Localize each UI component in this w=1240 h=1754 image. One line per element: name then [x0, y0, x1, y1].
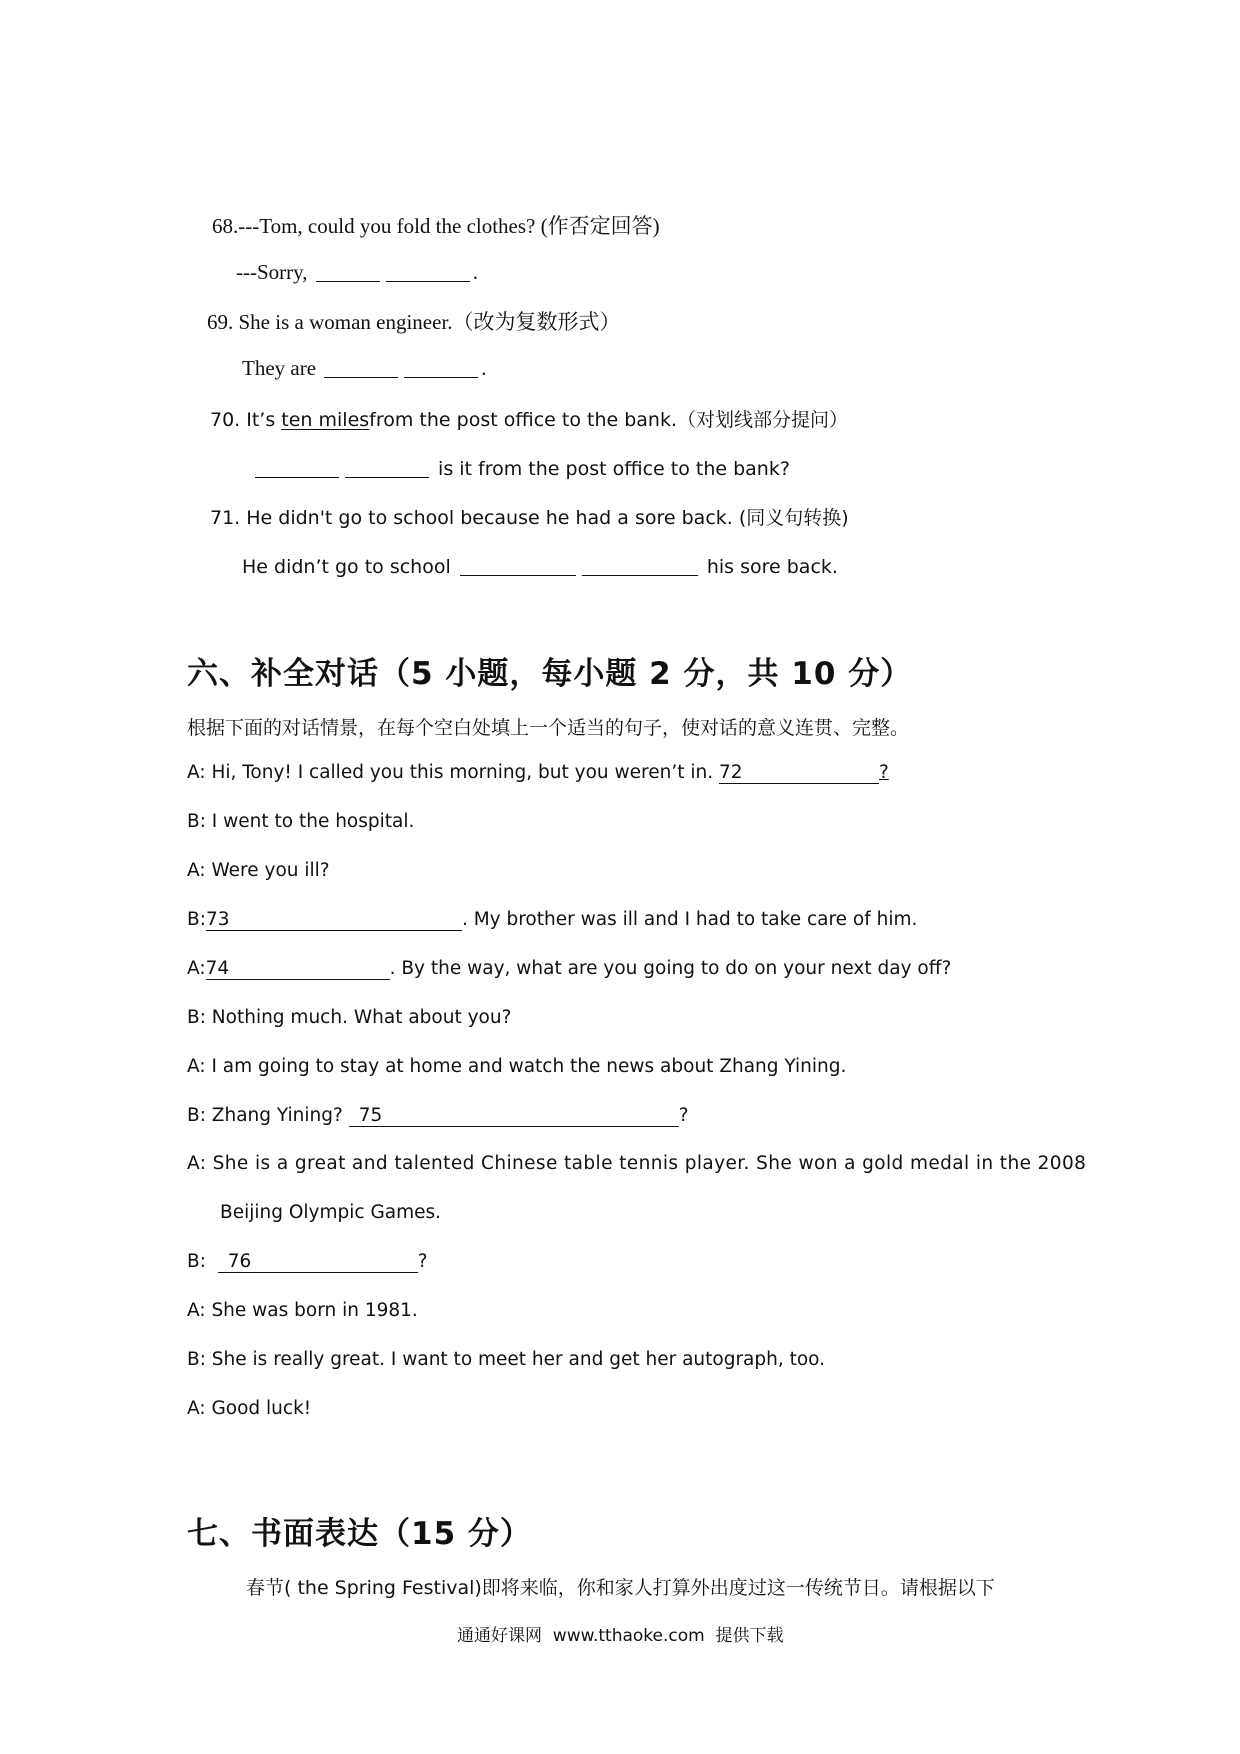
section-6-instructions: 根据下面的对话情景，在每个空白处填上一个适当的句子，使对话的意义连贯、完整。 [187, 717, 910, 739]
question-69-answer [242, 354, 487, 381]
dialogue-text: . My brother was ill and I had to take care of him. [461, 909, 918, 930]
speaker: A: [187, 958, 206, 979]
section-6-heading: 六、补全对话（5 小题，每小题 2 分，共 10 分） [187, 656, 913, 692]
dialogue-line: Beijing Olympic Games. [220, 1202, 442, 1223]
prompt-suffix: from the post office to the bank.（对划线部分提问） [369, 409, 849, 431]
dialogue-line: A: I am going to stay at home and watch the news about Zhang Yining. [187, 1056, 847, 1077]
answer-blank[interactable] [582, 555, 698, 576]
dialogue-end: ? [879, 762, 889, 783]
blank-number: 72 [719, 762, 743, 783]
answer-suffix: his sore back. [706, 556, 838, 578]
dialogue-line [187, 909, 917, 931]
answer-prefix: They are [242, 356, 317, 380]
question-70-prompt [210, 405, 848, 432]
blank-number: 75 [358, 1105, 383, 1126]
dialogue-end: ? [417, 1251, 428, 1272]
answer-suffix: . [481, 356, 487, 380]
answer-blank-73[interactable] [206, 909, 462, 931]
underlined-phrase: ten miles [281, 409, 370, 431]
dialogue-end: ? [678, 1105, 689, 1126]
question-69-prompt: 69. She is a woman engineer.（改为复数形式） [207, 310, 621, 334]
prompt-prefix: 70. It’s [210, 409, 282, 431]
dialogue-line: A: She was born in 1981. [187, 1300, 418, 1321]
answer-blank[interactable] [255, 457, 339, 478]
dialogue-text: . By the way, what are you going to do on your next day off? [389, 958, 952, 979]
dialogue-line [187, 1251, 428, 1273]
section-7-heading: 七、书面表达（15 分） [187, 1516, 532, 1552]
dialogue-line: A: Good luck! [187, 1398, 312, 1419]
answer-blank-75[interactable] [349, 1105, 679, 1127]
answer-blank[interactable] [460, 555, 576, 576]
speaker: B: [187, 909, 206, 930]
page-footer: 通通好课网 www.tthaoke.com 提供下载 [457, 1626, 784, 1646]
dialogue-text: A: Hi, Tony! I called you this morning, but you weren’t in. [187, 762, 719, 783]
answer-blank-72[interactable] [719, 762, 879, 784]
answer-prefix: He didn’t go to school [242, 556, 451, 578]
dialogue-line: B: Nothing much. What about you? [187, 1007, 512, 1028]
answer-suffix: . [472, 260, 479, 284]
section-7-intro: 春节( the Spring Festival)即将来临，你和家人打算外出度过这一传统节日。请根据以下 [246, 1577, 995, 1599]
answer-blank[interactable] [404, 357, 478, 378]
answer-prefix: ---Sorry, [236, 260, 308, 284]
answer-blank[interactable] [345, 457, 429, 478]
blank-number: 73 [205, 909, 230, 930]
dialogue-line: A: She is a great and talented Chinese table tennis player. She won a gold medal in the 2008 [187, 1153, 1087, 1174]
speaker: B: [187, 1251, 218, 1272]
blank-number: 76 [227, 1251, 252, 1272]
dialogue-line: B: She is really great. I want to meet her and get her autograph, too. [187, 1349, 826, 1370]
answer-blank[interactable] [324, 357, 398, 378]
question-71-prompt: 71. He didn't go to school because he had a sore back. (同义句转换) [210, 507, 849, 529]
question-71-answer [242, 552, 838, 578]
answer-blank[interactable] [316, 261, 380, 282]
question-70-answer [252, 454, 790, 480]
dialogue-line: A: Were you ill? [187, 860, 330, 881]
dialogue-line [187, 958, 951, 980]
blank-number: 74 [205, 958, 230, 979]
dialogue-line [187, 1105, 689, 1127]
answer-blank-76[interactable] [218, 1251, 418, 1273]
answer-blank-74[interactable] [206, 958, 390, 980]
dialogue-line [187, 762, 889, 784]
dialogue-line: B: I went to the hospital. [187, 811, 415, 832]
answer-blank[interactable] [386, 261, 470, 282]
dialogue-text: B: Zhang Yining? [187, 1105, 349, 1126]
question-68-answer [236, 258, 478, 285]
question-68-prompt: 68.---Tom, could you fold the clothes? (作否定回答) [212, 214, 660, 238]
answer-suffix: is it from the post office to the bank? [438, 458, 790, 480]
